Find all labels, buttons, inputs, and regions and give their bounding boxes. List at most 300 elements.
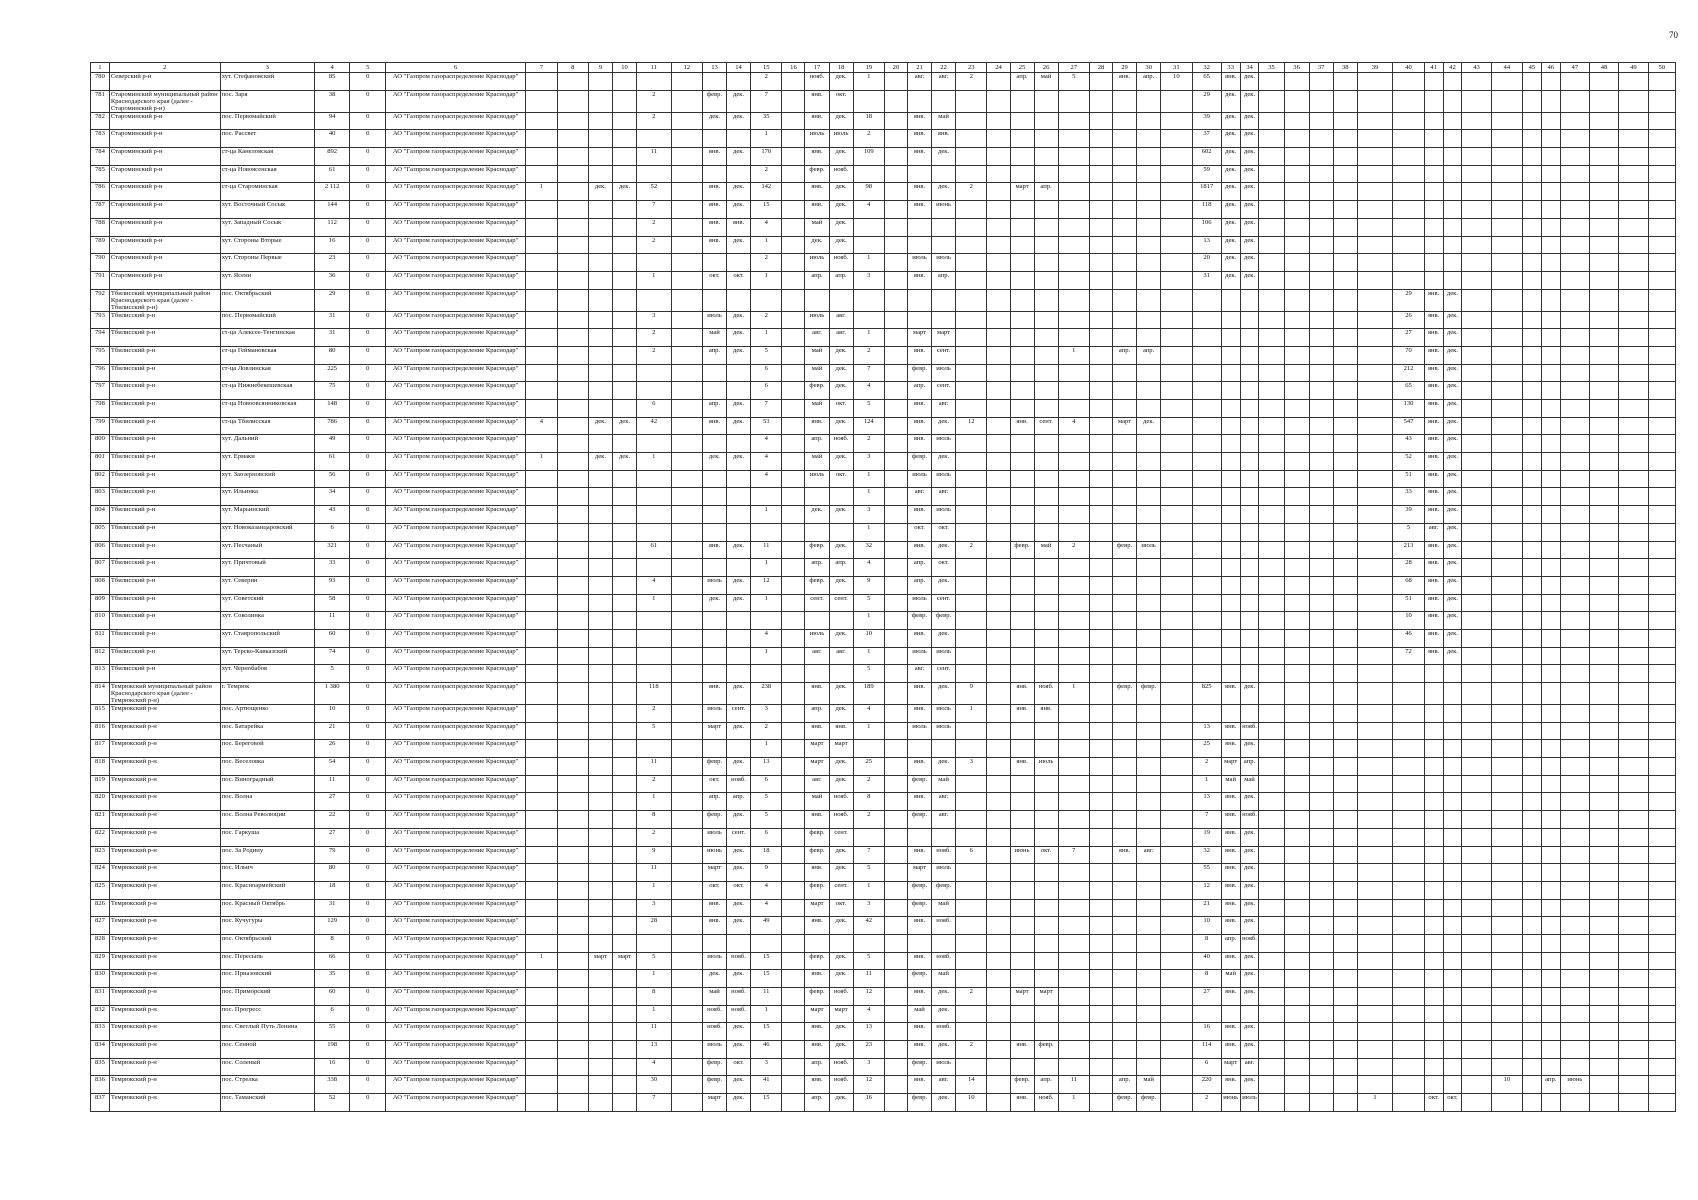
table-cell: июль <box>932 254 956 272</box>
table-cell: дек. <box>1240 988 1259 1006</box>
table-cell <box>613 899 637 917</box>
table-cell: дек. <box>727 811 751 829</box>
table-cell <box>526 970 557 988</box>
table-cell <box>637 934 672 952</box>
table-cell <box>1393 970 1424 988</box>
table-row <box>91 934 1676 952</box>
table-cell <box>1491 506 1522 524</box>
table-cell <box>1161 453 1192 471</box>
table-cell <box>557 311 588 329</box>
table-cell <box>1491 846 1522 864</box>
table-cell: янв. <box>907 435 931 453</box>
table-cell <box>1259 112 1284 130</box>
table-cell <box>1259 329 1284 347</box>
table-cell <box>1619 828 1648 846</box>
table-cell <box>1137 130 1161 148</box>
table-cell <box>782 201 805 219</box>
table-cell: 98 <box>853 183 884 201</box>
table-cell: февр. <box>1113 1094 1137 1112</box>
settlement-cell: хут. Марьинский <box>220 506 314 524</box>
table-cell: дек. <box>1221 183 1240 201</box>
table-cell: февр. <box>1010 541 1034 559</box>
table-cell <box>1058 254 1089 272</box>
table-cell <box>987 271 1010 289</box>
table-cell: окт. <box>932 523 956 541</box>
table-cell <box>588 435 612 453</box>
count-cell: 27 <box>314 793 350 811</box>
table-cell <box>1357 864 1393 882</box>
row-number: 832 <box>91 1005 110 1023</box>
table-cell <box>526 917 557 935</box>
column-header: 27 <box>1058 63 1089 73</box>
table-cell <box>1309 952 1333 970</box>
table-cell <box>987 523 1010 541</box>
column-header: 49 <box>1619 63 1648 73</box>
table-cell: авг. <box>1137 846 1161 864</box>
operator-cell: АО "Газпром газораспределение Краснодар" <box>386 917 526 935</box>
table-cell: июнь <box>702 846 726 864</box>
table-cell <box>884 541 907 559</box>
table-cell: 6 <box>751 828 782 846</box>
zero-cell: 0 <box>350 705 386 723</box>
table-cell <box>588 740 612 758</box>
table-cell <box>1113 705 1137 723</box>
table-cell <box>1393 1094 1424 1112</box>
table-cell <box>526 1023 557 1041</box>
table-cell <box>853 311 884 329</box>
district-cell: Тбилисский муниципальный район Краснодарского края (далее - Тбилисский р-н) <box>109 289 220 311</box>
table-cell <box>1589 758 1618 776</box>
table-cell: дек. <box>1443 523 1462 541</box>
table-cell: янв. <box>1113 73 1137 91</box>
table-cell <box>671 346 702 364</box>
table-cell: дек. <box>1240 846 1259 864</box>
table-cell <box>1560 271 1589 289</box>
table-cell <box>637 506 672 524</box>
table-cell <box>884 311 907 329</box>
district-cell: Тбилисский р-н <box>109 435 220 453</box>
table-cell: 4 <box>526 417 557 435</box>
operator-cell: АО "Газпром газораспределение Краснодар" <box>386 183 526 201</box>
zero-cell: 0 <box>350 289 386 311</box>
table-cell <box>1462 470 1491 488</box>
table-cell <box>956 864 987 882</box>
table-cell <box>1113 488 1137 506</box>
district-cell: Тбилисский р-н <box>109 311 220 329</box>
table-cell <box>1491 488 1522 506</box>
table-cell: дек. <box>727 758 751 776</box>
table-cell <box>987 541 1010 559</box>
count-cell: 80 <box>314 864 350 882</box>
table-cell: янв. <box>1221 917 1240 935</box>
column-header: 48 <box>1589 63 1618 73</box>
table-cell <box>1619 952 1648 970</box>
column-header: 7 <box>526 63 557 73</box>
table-cell: июль <box>932 506 956 524</box>
table-cell <box>782 683 805 705</box>
table-cell <box>1333 775 1357 793</box>
table-cell <box>1523 934 1542 952</box>
table-cell <box>1443 1058 1462 1076</box>
table-cell <box>1161 346 1192 364</box>
table-cell: дек. <box>1240 740 1259 758</box>
table-cell <box>1284 112 1309 130</box>
table-cell <box>884 934 907 952</box>
table-cell <box>1309 311 1333 329</box>
table-cell <box>884 775 907 793</box>
table-cell <box>956 90 987 112</box>
table-cell <box>526 236 557 254</box>
table-cell: дек. <box>829 758 853 776</box>
table-cell: 1 <box>751 329 782 347</box>
table-cell <box>671 470 702 488</box>
table-cell <box>1113 165 1137 183</box>
table-cell: дек. <box>1240 1023 1259 1041</box>
count-cell: 40 <box>314 130 350 148</box>
table-cell <box>1462 775 1491 793</box>
table-cell <box>1648 130 1675 148</box>
zero-cell: 0 <box>350 148 386 166</box>
table-cell <box>1424 988 1443 1006</box>
table-cell <box>1589 740 1618 758</box>
row-number: 810 <box>91 612 110 630</box>
table-cell <box>1648 364 1675 382</box>
table-cell <box>1240 364 1259 382</box>
table-cell: 11 <box>637 864 672 882</box>
table-cell <box>1221 488 1240 506</box>
table-cell <box>1333 90 1357 112</box>
table-cell: 2 <box>1058 541 1089 559</box>
table-cell <box>1034 90 1058 112</box>
table-cell <box>1058 329 1089 347</box>
table-cell <box>1393 1005 1424 1023</box>
table-cell <box>1541 289 1560 311</box>
table-cell: дек. <box>932 683 956 705</box>
table-cell <box>588 665 612 683</box>
table-cell <box>1589 289 1618 311</box>
table-cell: май <box>932 775 956 793</box>
table-cell <box>1462 112 1491 130</box>
table-cell <box>1393 218 1424 236</box>
table-cell: 4 <box>751 899 782 917</box>
table-cell <box>1284 1023 1309 1041</box>
table-cell <box>1560 1041 1589 1059</box>
table-cell <box>956 271 987 289</box>
table-cell <box>751 934 782 952</box>
table-cell <box>1192 541 1221 559</box>
table-cell <box>1034 488 1058 506</box>
zero-cell: 0 <box>350 218 386 236</box>
table-cell <box>884 612 907 630</box>
table-cell <box>1357 183 1393 201</box>
table-cell <box>782 970 805 988</box>
table-cell <box>1333 612 1357 630</box>
district-cell: Тбилисский р-н <box>109 400 220 418</box>
table-cell: 4 <box>751 218 782 236</box>
table-cell <box>1113 311 1137 329</box>
table-cell: 53 <box>751 417 782 435</box>
zero-cell: 0 <box>350 364 386 382</box>
table-cell <box>884 165 907 183</box>
table-cell <box>1619 218 1648 236</box>
row-number: 801 <box>91 453 110 471</box>
table-cell: февр. <box>805 165 829 183</box>
table-cell <box>1309 594 1333 612</box>
table-cell: янв. <box>1424 647 1443 665</box>
table-cell <box>1560 165 1589 183</box>
settlement-cell: пос. Волна Революции <box>220 811 314 829</box>
table-cell <box>1333 417 1357 435</box>
table-cell <box>1424 1041 1443 1059</box>
table-cell <box>1309 917 1333 935</box>
table-cell: окт. <box>1034 846 1058 864</box>
zero-cell: 0 <box>350 828 386 846</box>
table-cell <box>1058 881 1089 899</box>
table-cell: март <box>1221 758 1240 776</box>
table-cell <box>671 400 702 418</box>
table-cell <box>956 793 987 811</box>
table-cell <box>1333 382 1357 400</box>
table-cell <box>1333 934 1357 952</box>
table-cell <box>1034 1023 1058 1041</box>
table-cell <box>1462 1023 1491 1041</box>
table-cell <box>932 165 956 183</box>
table-cell <box>1560 1058 1589 1076</box>
row-number: 837 <box>91 1094 110 1112</box>
table-cell <box>526 1005 557 1023</box>
table-cell <box>884 112 907 130</box>
table-cell <box>1113 364 1137 382</box>
table-cell <box>1113 453 1137 471</box>
operator-cell: АО "Газпром газораспределение Краснодар" <box>386 165 526 183</box>
table-cell <box>1560 435 1589 453</box>
table-cell <box>1161 917 1192 935</box>
table-cell: 52 <box>637 183 672 201</box>
table-cell: дек. <box>1240 90 1259 112</box>
table-cell: дек. <box>1240 271 1259 289</box>
operator-cell: АО "Газпром газораспределение Краснодар" <box>386 705 526 723</box>
table-cell <box>1560 665 1589 683</box>
table-cell <box>526 400 557 418</box>
table-cell <box>557 683 588 705</box>
table-cell <box>1137 289 1161 311</box>
table-cell <box>1333 453 1357 471</box>
table-cell <box>1137 183 1161 201</box>
table-cell <box>1161 881 1192 899</box>
table-cell <box>956 1058 987 1076</box>
table-cell: 7 <box>751 400 782 418</box>
table-row <box>91 506 1676 524</box>
table-cell <box>1541 435 1560 453</box>
table-cell <box>1192 523 1221 541</box>
table-cell <box>1589 683 1618 705</box>
row-number: 834 <box>91 1041 110 1059</box>
table-cell: 52 <box>1393 453 1424 471</box>
table-cell: 4 <box>751 470 782 488</box>
table-cell: июль <box>829 130 853 148</box>
count-cell: 2 112 <box>314 183 350 201</box>
table-cell <box>1113 289 1137 311</box>
table-cell <box>1393 775 1424 793</box>
operator-cell: АО "Газпром газораспределение Краснодар" <box>386 594 526 612</box>
table-cell <box>1333 236 1357 254</box>
table-cell: 2 <box>637 329 672 347</box>
table-cell: 9 <box>956 683 987 705</box>
table-cell <box>1648 400 1675 418</box>
table-cell <box>1424 201 1443 219</box>
table-cell <box>1560 793 1589 811</box>
table-cell <box>1192 364 1221 382</box>
table-cell <box>1333 165 1357 183</box>
table-cell <box>932 289 956 311</box>
table-cell <box>613 1041 637 1059</box>
table-cell <box>1113 201 1137 219</box>
table-cell <box>1462 148 1491 166</box>
table-cell <box>1137 899 1161 917</box>
table-cell <box>1424 758 1443 776</box>
district-cell: Темрюкский р-н <box>109 811 220 829</box>
table-cell: май <box>1221 775 1240 793</box>
table-cell: нояб. <box>727 775 751 793</box>
row-number: 782 <box>91 112 110 130</box>
table-cell <box>1619 811 1648 829</box>
table-cell: дек. <box>727 236 751 254</box>
table-cell <box>782 864 805 882</box>
table-cell: янв. <box>1010 758 1034 776</box>
zero-cell: 0 <box>350 417 386 435</box>
table-cell <box>1491 612 1522 630</box>
count-cell: 55 <box>314 1023 350 1041</box>
table-cell: нояб. <box>829 254 853 272</box>
table-cell <box>1090 934 1113 952</box>
district-cell: Темрюкский р-н <box>109 1058 220 1076</box>
table-cell <box>1090 1041 1113 1059</box>
table-cell <box>1284 73 1309 91</box>
table-cell <box>557 793 588 811</box>
table-cell <box>1589 523 1618 541</box>
table-cell <box>1058 1041 1089 1059</box>
count-cell: 33 <box>314 559 350 577</box>
table-cell: дек. <box>829 112 853 130</box>
table-cell: май <box>702 329 726 347</box>
table-cell <box>1259 1094 1284 1112</box>
table-cell <box>588 722 612 740</box>
table-cell <box>1333 112 1357 130</box>
table-cell: янв. <box>1424 629 1443 647</box>
table-cell <box>1259 73 1284 91</box>
district-cell: Тбилисский р-н <box>109 364 220 382</box>
table-cell <box>1259 148 1284 166</box>
table-cell <box>1259 811 1284 829</box>
row-number: 831 <box>91 988 110 1006</box>
gas-supply-register-table <box>90 62 1676 1112</box>
table-cell <box>1357 576 1393 594</box>
row-number: 805 <box>91 523 110 541</box>
table-cell: апр. <box>1541 1076 1560 1094</box>
table-cell <box>1619 864 1648 882</box>
table-cell <box>1259 254 1284 272</box>
table-cell: янв. <box>1010 417 1034 435</box>
table-cell <box>1648 1005 1675 1023</box>
table-cell <box>1090 311 1113 329</box>
table-cell <box>1357 683 1393 705</box>
table-cell: дек. <box>829 364 853 382</box>
table-cell <box>557 470 588 488</box>
table-cell <box>1589 970 1618 988</box>
table-cell <box>1619 899 1648 917</box>
table-cell <box>1619 846 1648 864</box>
table-cell <box>613 90 637 112</box>
table-cell: дек. <box>932 1041 956 1059</box>
table-cell <box>1113 183 1137 201</box>
table-cell: март <box>805 758 829 776</box>
table-cell <box>1034 811 1058 829</box>
table-cell <box>1393 952 1424 970</box>
table-cell <box>884 864 907 882</box>
table-cell <box>526 364 557 382</box>
table-cell <box>1259 846 1284 864</box>
table-cell <box>1284 793 1309 811</box>
table-cell: февр. <box>805 541 829 559</box>
table-cell <box>526 488 557 506</box>
table-cell <box>1648 453 1675 471</box>
table-cell <box>1240 629 1259 647</box>
settlement-cell: пос. Виноградный <box>220 775 314 793</box>
table-cell <box>1090 364 1113 382</box>
table-cell <box>1034 1058 1058 1076</box>
table-cell <box>1034 400 1058 418</box>
table-row <box>91 705 1676 723</box>
row-number: 814 <box>91 683 110 705</box>
table-cell: 8 <box>1192 970 1221 988</box>
table-cell <box>1357 541 1393 559</box>
count-cell: 23 <box>314 254 350 272</box>
table-cell <box>1357 705 1393 723</box>
table-cell: янв. <box>702 201 726 219</box>
table-cell <box>782 488 805 506</box>
table-cell <box>1284 970 1309 988</box>
table-cell: окт. <box>1424 1094 1443 1112</box>
table-cell <box>1357 612 1393 630</box>
table-cell: дек. <box>1443 594 1462 612</box>
table-cell: февр. <box>907 811 931 829</box>
district-cell: Темрюкский р-н <box>109 864 220 882</box>
table-cell: 10 <box>1491 1076 1522 1094</box>
table-cell: авг. <box>932 793 956 811</box>
district-cell: Тбилисский р-н <box>109 559 220 577</box>
table-cell <box>1523 1023 1542 1041</box>
table-cell <box>1541 740 1560 758</box>
table-cell <box>526 506 557 524</box>
table-cell: апр. <box>805 1058 829 1076</box>
table-cell: нояб. <box>932 846 956 864</box>
table-cell <box>1462 329 1491 347</box>
table-cell: окт. <box>1443 1094 1462 1112</box>
table-cell: 7 <box>853 846 884 864</box>
table-cell <box>1309 775 1333 793</box>
table-cell <box>782 793 805 811</box>
settlement-cell: хут. Северин <box>220 576 314 594</box>
table-cell <box>987 881 1010 899</box>
table-cell <box>671 793 702 811</box>
zero-cell: 0 <box>350 594 386 612</box>
table-cell <box>1192 594 1221 612</box>
table-cell <box>1137 523 1161 541</box>
table-cell <box>1523 236 1542 254</box>
table-cell <box>1034 364 1058 382</box>
table-cell <box>782 612 805 630</box>
table-cell <box>1309 793 1333 811</box>
